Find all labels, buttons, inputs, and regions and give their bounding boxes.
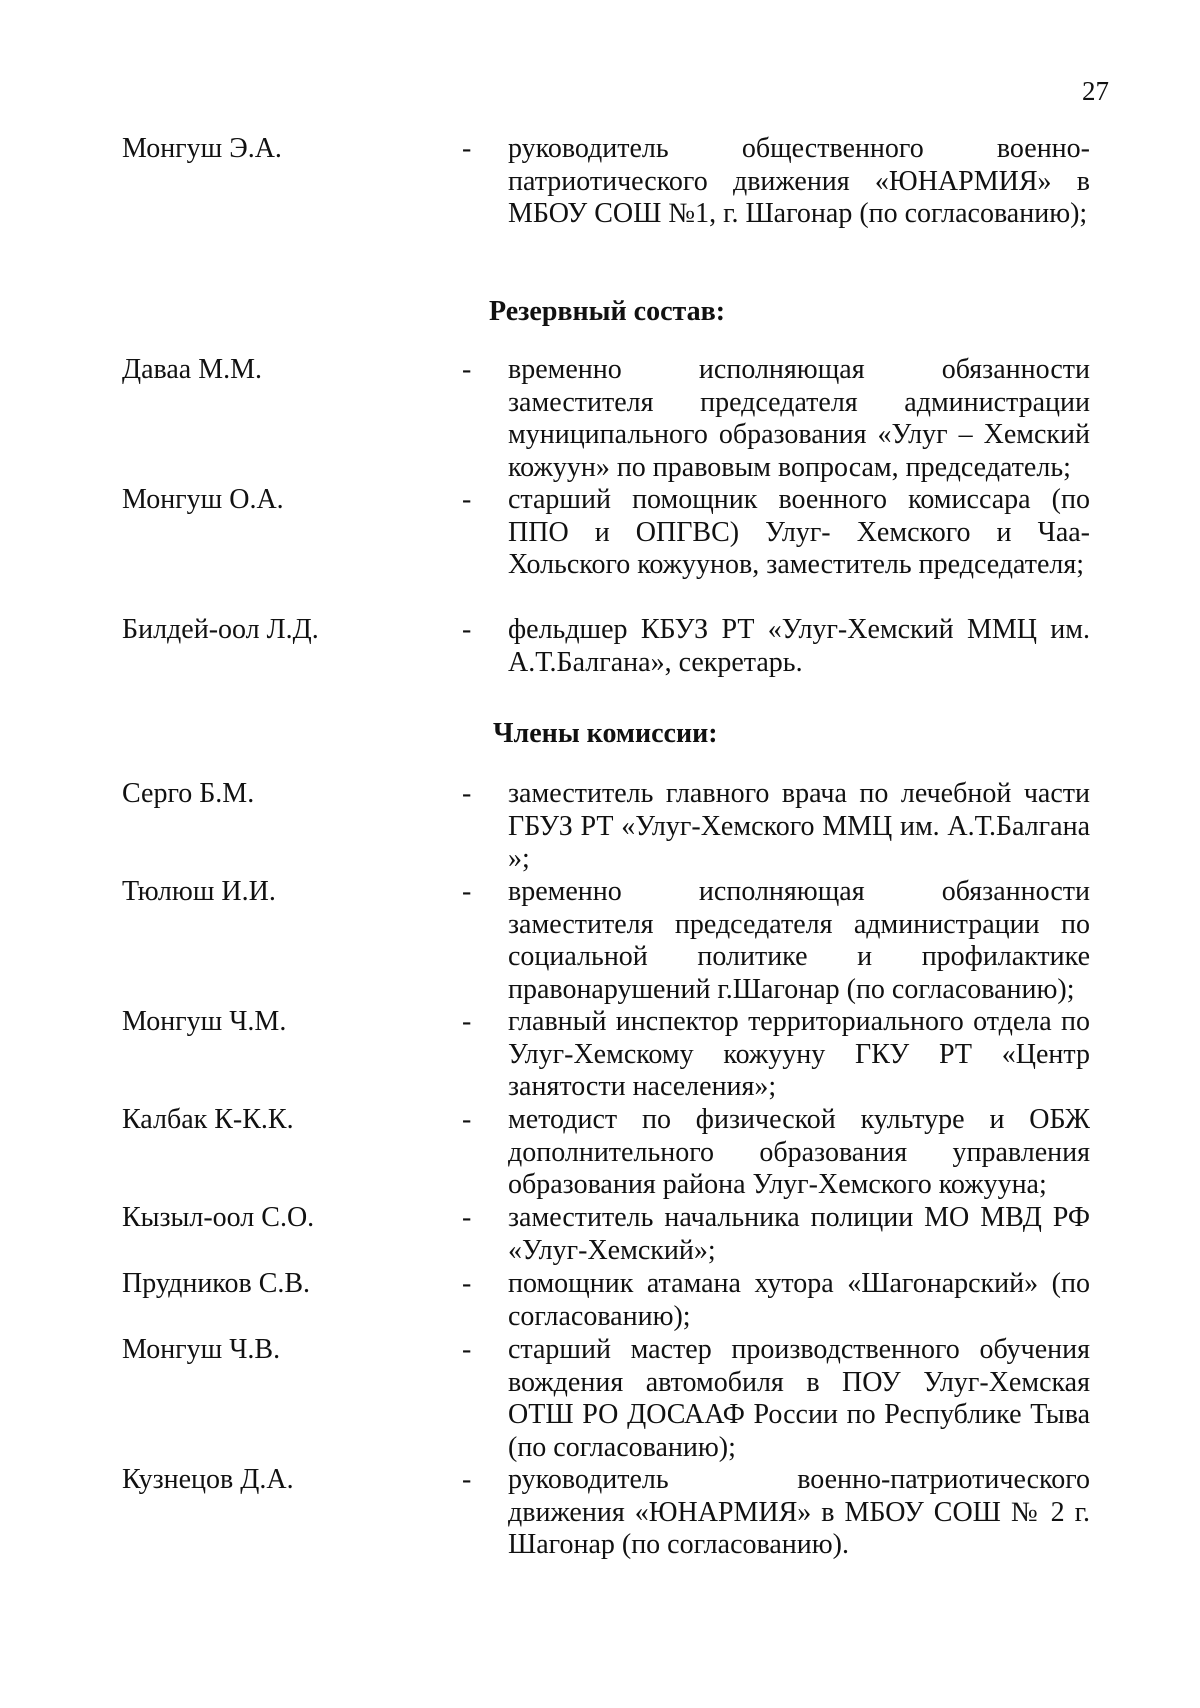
member-dash: -	[462, 1006, 472, 1037]
member-description: старший мастер производственного обучения вождения автомобиля в ПОУ Улуг-Хемская ОТШ РО ДОСААФ России по Республике Тыва (по согласованию);	[508, 1334, 1090, 1463]
member-name: Монгуш Ч.В.	[122, 1334, 281, 1365]
member-name: Монгуш Э.А.	[122, 133, 282, 164]
member-dash: -	[462, 1104, 472, 1135]
member-name: Даваа М.М.	[122, 354, 263, 385]
member-description: главный инспектор территориального отдела по Улуг-Хемскому кожууну ГКУ РТ «Центр занятости населения»;	[508, 1006, 1090, 1102]
member-name: Прудников С.В.	[122, 1268, 311, 1299]
page-number: 27	[1082, 76, 1109, 106]
member-name: Тюлюш И.И.	[122, 876, 276, 907]
member-dash: -	[462, 1268, 472, 1299]
member-dash: -	[462, 354, 472, 385]
member-description: помощник атамана хутора «Шагонарский» (по согласованию);	[508, 1268, 1090, 1332]
member-dash: -	[462, 484, 472, 515]
member-description: фельдшер КБУЗ РТ «Улуг-Хемский ММЦ им. А.Т.Балгана», секретарь.	[508, 614, 1090, 678]
member-description: руководитель общественного военно-патриотического движения «ЮНАРМИЯ» в МБОУ СОШ №1, г. Шагонар (по согласованию);	[508, 133, 1090, 229]
member-description: заместитель главного врача по лечебной части ГБУЗ РТ «Улуг-Хемского ММЦ им. А.Т.Балгана »;	[508, 778, 1090, 874]
member-description: временно исполняющая обязанности заместителя председателя администрации муниципального образования «Улуг – Хемский кожуун» по правовым вопросам, председатель;	[508, 354, 1090, 483]
member-name: Серго Б.М.	[122, 778, 255, 809]
member-name: Монгуш О.А.	[122, 484, 284, 515]
member-description: старший помощник военного комиссара (по ППО и ОПГВС) Улуг- Хемского и Чаа-Хольского кожуунов, заместитель председателя;	[508, 484, 1090, 580]
member-dash: -	[462, 778, 472, 809]
member-description: временно исполняющая обязанности заместителя председателя администрации по социальной политике и профилактике правонарушений г.Шагонар (по согласованию);	[508, 876, 1090, 1005]
member-name: Кузнецов Д.А.	[122, 1464, 294, 1495]
member-name: Калбак К-К.К.	[122, 1104, 294, 1135]
member-dash: -	[462, 614, 472, 645]
member-dash: -	[462, 876, 472, 907]
member-dash: -	[462, 1334, 472, 1365]
member-name: Кызыл-оол С.О.	[122, 1202, 315, 1233]
commission-heading: Члены комиссии:	[493, 718, 718, 749]
member-dash: -	[462, 1202, 472, 1233]
member-description: руководитель военно-патриотического движения «ЮНАРМИЯ» в МБОУ СОШ № 2 г. Шагонар (по согласованию).	[508, 1464, 1090, 1560]
member-name: Монгуш Ч.М.	[122, 1006, 287, 1037]
member-dash: -	[462, 133, 472, 164]
member-description: методист по физической культуре и ОБЖ дополнительного образования управления образования района Улуг-Хемского кожууна;	[508, 1104, 1090, 1200]
member-description: заместитель начальника полиции МО МВД РФ «Улуг-Хемский»;	[508, 1202, 1090, 1266]
member-name: Билдей-оол Л.Д.	[122, 614, 319, 645]
reserve-heading: Резервный состав:	[489, 296, 726, 327]
member-dash: -	[462, 1464, 472, 1495]
